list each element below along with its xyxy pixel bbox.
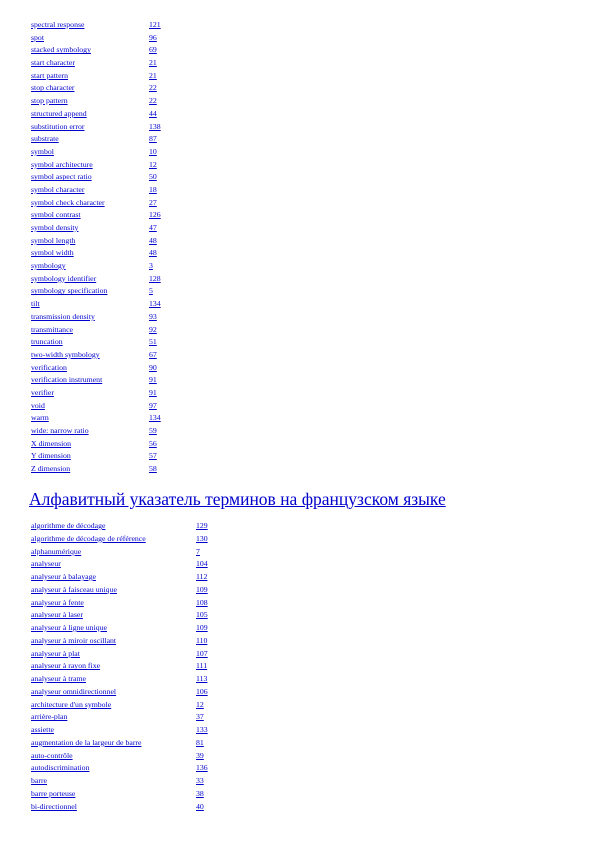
index-term-link[interactable]: symbol architecture bbox=[31, 159, 93, 169]
index-page-link[interactable]: 128 bbox=[149, 273, 161, 283]
index-page-link[interactable]: 10 bbox=[149, 146, 157, 156]
index-term-link[interactable]: tilt bbox=[31, 299, 40, 309]
index-page-link[interactable]: 58 bbox=[149, 464, 157, 474]
index-term-link[interactable]: stop pattern bbox=[31, 96, 68, 106]
index-page-link[interactable]: 87 bbox=[149, 134, 157, 144]
index-term-link[interactable]: verification bbox=[31, 362, 67, 372]
index-term-link[interactable]: autodiscrimination bbox=[31, 763, 90, 773]
index-term-link[interactable]: augmentation de la largeur de barre bbox=[31, 737, 142, 747]
index-term-link[interactable]: Z dimension bbox=[31, 464, 71, 474]
index-page-link[interactable]: 97 bbox=[149, 400, 157, 410]
index-page-link[interactable]: 69 bbox=[149, 45, 157, 55]
index-page-link[interactable]: 105 bbox=[196, 610, 208, 620]
french-index-heading[interactable] bbox=[29, 488, 446, 510]
index-page-link[interactable]: 136 bbox=[196, 763, 208, 773]
index-term-link[interactable]: Y dimension bbox=[31, 451, 71, 461]
index-term-link[interactable]: alphanumérique bbox=[31, 546, 82, 556]
index-term-link[interactable]: architecture d'un symbole bbox=[31, 699, 112, 709]
index-term-link[interactable]: analyseur à plat bbox=[31, 648, 80, 658]
index-term-link[interactable]: symbol bbox=[31, 146, 54, 156]
index-page-link[interactable]: 130 bbox=[196, 533, 208, 543]
index-term-link[interactable]: substitution error bbox=[31, 121, 85, 131]
index-page-link[interactable]: 21 bbox=[149, 58, 157, 68]
index-term-link[interactable]: bi-directionnel bbox=[31, 801, 77, 811]
index-page-link[interactable]: 59 bbox=[149, 426, 157, 435]
index-term-link[interactable]: analyseur à laser bbox=[31, 610, 83, 620]
index-term-link[interactable]: start character bbox=[31, 58, 75, 68]
index-page-link[interactable]: 67 bbox=[149, 349, 157, 359]
index-page-link[interactable]: 48 bbox=[149, 235, 157, 245]
index-term-link[interactable]: analyseur omnidirectionnel bbox=[31, 686, 117, 696]
index-page-link[interactable]: 126 bbox=[149, 210, 161, 220]
index-page-link[interactable]: 7 bbox=[196, 546, 200, 556]
index-term-link[interactable]: warm bbox=[31, 413, 49, 423]
index-term-link[interactable]: void bbox=[31, 400, 45, 410]
index-term-link[interactable]: transmittance bbox=[31, 324, 73, 334]
index-term-link[interactable]: verifier bbox=[31, 387, 54, 397]
index-term-link[interactable]: analyseur à fente bbox=[31, 597, 84, 607]
index-page-link[interactable]: 134 bbox=[149, 413, 161, 423]
index-page-link[interactable]: 129 bbox=[196, 521, 208, 530]
index-term-link[interactable]: symbol contrast bbox=[31, 210, 81, 220]
index-page-link[interactable]: 96 bbox=[149, 32, 157, 42]
index-term-link[interactable]: symbol check character bbox=[31, 197, 105, 207]
index-term-link[interactable]: two-width symbology bbox=[31, 349, 100, 359]
index-page-link[interactable]: 138 bbox=[149, 121, 161, 131]
index-term-link[interactable]: symbology bbox=[31, 261, 66, 271]
index-term-link[interactable]: stacked symbology bbox=[31, 45, 91, 55]
index-term-link[interactable]: symbol length bbox=[31, 235, 76, 245]
index-page-link[interactable]: 3 bbox=[149, 261, 153, 271]
index-page-link[interactable]: 93 bbox=[149, 311, 157, 321]
index-page-link[interactable]: 104 bbox=[196, 559, 208, 569]
index-term-link[interactable]: symbol character bbox=[31, 184, 85, 194]
index-page-link[interactable]: 91 bbox=[149, 387, 157, 397]
index-term-link[interactable]: analyseur à rayon fixe bbox=[31, 661, 101, 671]
index-page-link[interactable]: 121 bbox=[149, 20, 161, 29]
index-page-link[interactable]: 57 bbox=[149, 451, 157, 461]
index-page-link[interactable]: 33 bbox=[196, 776, 204, 785]
index-page-link[interactable]: 44 bbox=[149, 108, 157, 118]
index-term-link[interactable]: stop character bbox=[31, 83, 75, 93]
index-page-link[interactable]: 92 bbox=[149, 324, 157, 334]
index-term-link[interactable]: substrate bbox=[31, 134, 59, 144]
index-term-link[interactable]: transmission density bbox=[31, 311, 95, 321]
index-term-link[interactable]: symbology specification bbox=[31, 286, 108, 296]
index-page-link[interactable]: 90 bbox=[149, 362, 157, 372]
index-term-link[interactable]: algorithme de décodage de référence bbox=[31, 533, 146, 543]
index-page-link[interactable]: 91 bbox=[149, 375, 157, 385]
index-term-link[interactable]: verification instrument bbox=[31, 375, 103, 385]
index-page-link[interactable]: 113 bbox=[196, 674, 208, 683]
index-term-link[interactable]: X dimension bbox=[31, 438, 72, 448]
index-page-link[interactable]: 22 bbox=[149, 96, 157, 106]
index-page-link[interactable]: 134 bbox=[149, 299, 161, 309]
index-page-link[interactable]: 133 bbox=[196, 725, 208, 734]
index-page-link[interactable]: 109 bbox=[196, 584, 208, 594]
index-term-link[interactable]: truncation bbox=[31, 337, 63, 347]
index-term-link[interactable]: symbol aspect ratio bbox=[31, 172, 92, 182]
index-term-link[interactable]: analyseur à trame bbox=[31, 674, 86, 683]
index-term-link[interactable]: analyseur bbox=[31, 559, 61, 569]
index-term-link[interactable]: barre bbox=[31, 776, 48, 785]
index-page-link[interactable]: 48 bbox=[149, 248, 157, 258]
index-term-link[interactable]: symbol density bbox=[31, 223, 79, 232]
index-term-link[interactable]: start pattern bbox=[31, 70, 69, 80]
index-page-link[interactable]: 111 bbox=[196, 661, 208, 671]
index-page-link[interactable]: 12 bbox=[149, 159, 157, 169]
index-term-link[interactable]: analyseur à ligne unique bbox=[31, 623, 107, 632]
index-page-link[interactable]: 50 bbox=[149, 172, 157, 182]
index-term-link[interactable]: analyseur à faisceau unique bbox=[31, 584, 117, 594]
index-page-link[interactable]: 37 bbox=[196, 712, 204, 722]
french-index-heading-link[interactable]: Алфавитный указатель терминов на французском языке bbox=[29, 489, 446, 509]
index-term-link[interactable]: algorithme de décodage bbox=[31, 521, 106, 530]
index-term-link[interactable]: assiette bbox=[31, 725, 54, 734]
index-page-link[interactable]: 107 bbox=[196, 648, 208, 658]
index-page-link[interactable]: 51 bbox=[149, 337, 157, 347]
index-page-link[interactable]: 38 bbox=[196, 788, 204, 798]
index-term-link[interactable]: arrière-plan bbox=[31, 712, 68, 722]
index-page-link[interactable]: 106 bbox=[196, 686, 208, 696]
index-page-link[interactable]: 108 bbox=[196, 597, 208, 607]
index-page-link[interactable]: 81 bbox=[196, 737, 204, 747]
index-page-link[interactable]: 110 bbox=[196, 635, 208, 645]
index-page-link[interactable]: 112 bbox=[196, 572, 208, 581]
index-term-link[interactable]: symbol width bbox=[31, 248, 74, 258]
index-page-link[interactable]: 109 bbox=[196, 623, 208, 632]
index-term-link[interactable]: structured append bbox=[31, 108, 87, 118]
index-page-link[interactable]: 22 bbox=[149, 83, 157, 93]
index-page-link[interactable]: 18 bbox=[149, 184, 157, 194]
index-page-link[interactable]: 5 bbox=[149, 286, 153, 296]
index-term-link[interactable]: spot bbox=[31, 32, 44, 42]
index-term-link[interactable]: analyseur à miroir oscillant bbox=[31, 635, 117, 645]
index-term-link[interactable]: wide: narrow ratio bbox=[31, 426, 89, 435]
index-term-link[interactable]: analyseur à balayage bbox=[31, 572, 96, 581]
index-page-link[interactable]: 12 bbox=[196, 699, 204, 709]
index-term-link[interactable]: auto-contrôle bbox=[31, 750, 73, 760]
index-page-link[interactable]: 56 bbox=[149, 438, 157, 448]
index-term-link[interactable]: symbology identifier bbox=[31, 273, 97, 283]
index-page-link[interactable]: 40 bbox=[196, 801, 204, 811]
index-term-link[interactable]: spectral response bbox=[31, 20, 85, 29]
index-term-link[interactable]: barre porteuse bbox=[31, 788, 76, 798]
index-page-link[interactable]: 27 bbox=[149, 197, 157, 207]
index-page-link[interactable]: 39 bbox=[196, 750, 204, 760]
index-page-link[interactable]: 21 bbox=[149, 70, 157, 80]
index-page-link[interactable]: 47 bbox=[149, 223, 157, 232]
